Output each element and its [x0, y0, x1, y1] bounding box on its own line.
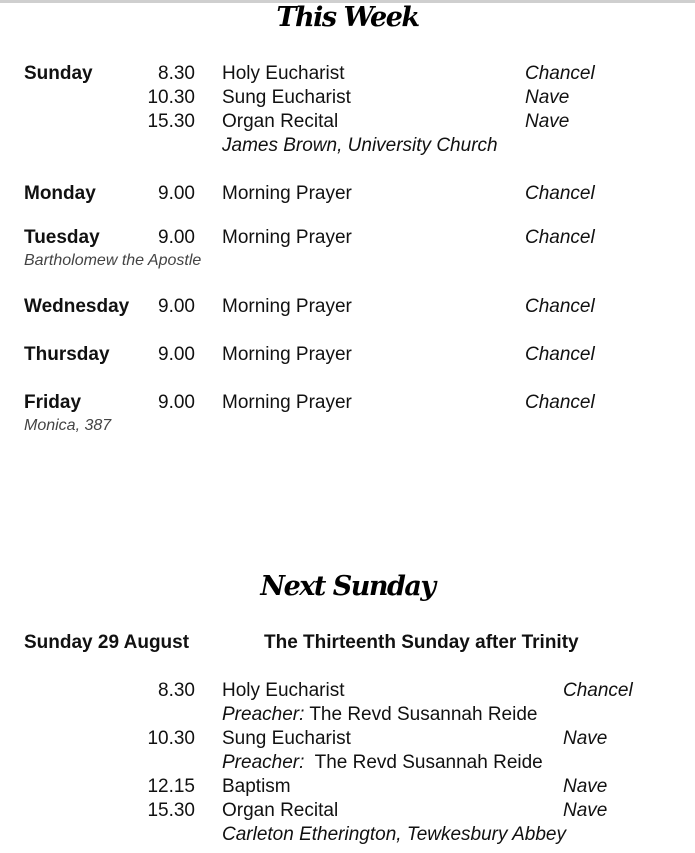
service-time: 9.00 — [158, 227, 195, 248]
this-week-heading: This Week — [276, 2, 419, 33]
service-location: Chancel — [525, 296, 595, 317]
service-name: Organ Recital — [222, 800, 339, 821]
service-name: Morning Prayer — [222, 296, 352, 317]
day-tuesday: Tuesday — [24, 227, 100, 248]
service-location: Nave — [563, 728, 608, 749]
day-friday: Friday — [24, 392, 82, 413]
preacher-label: Preacher: — [222, 704, 305, 725]
service-time: 12.15 — [147, 776, 195, 797]
service-time: 15.30 — [147, 800, 195, 821]
service-location: Nave — [525, 111, 570, 132]
service-time: 8.30 — [158, 680, 195, 701]
service-time: 9.00 — [158, 344, 195, 365]
service-location: Chancel — [525, 183, 595, 204]
service-time: 8.30 — [158, 63, 195, 84]
service-time: 10.30 — [147, 728, 195, 749]
preacher-label: Preacher: — [222, 752, 305, 773]
feast-day: Monica, 387 — [24, 417, 112, 434]
service-time: 9.00 — [158, 392, 195, 413]
next-sunday-date: Sunday 29 August — [24, 632, 190, 653]
preacher-name: The Revd Susannah Reide — [309, 704, 538, 725]
day-wednesday: Wednesday — [24, 296, 130, 317]
service-name: Morning Prayer — [222, 183, 352, 204]
next-sunday-heading: Next Sunday — [260, 571, 435, 602]
service-name: Holy Eucharist — [222, 680, 345, 701]
service-name: Morning Prayer — [222, 344, 352, 365]
day-monday: Monday — [24, 183, 96, 204]
service-name: Sung Eucharist — [222, 87, 351, 108]
preacher-line — [222, 703, 537, 727]
service-name: Sung Eucharist — [222, 728, 351, 749]
recital-performer: James Brown, University Church — [222, 135, 498, 156]
service-location: Chancel — [563, 680, 633, 701]
preacher-line — [222, 751, 543, 775]
service-name: Organ Recital — [222, 111, 339, 132]
service-name: Morning Prayer — [222, 392, 352, 413]
recital-performer: Carleton Etherington, Tewkesbury Abbey — [222, 824, 566, 845]
service-time: 15.30 — [147, 111, 195, 132]
preacher-name: The Revd Susannah Reide — [314, 752, 543, 773]
next-sunday-occasion: The Thirteenth Sunday after Trinity — [264, 632, 579, 653]
service-time: 10.30 — [147, 87, 195, 108]
service-name: Morning Prayer — [222, 227, 352, 248]
service-location: Nave — [563, 800, 608, 821]
day-thursday: Thursday — [24, 344, 110, 365]
service-location: Nave — [525, 87, 570, 108]
service-location: Chancel — [525, 227, 595, 248]
service-location: Chancel — [525, 392, 595, 413]
service-time: 9.00 — [158, 296, 195, 317]
service-location: Nave — [563, 776, 608, 797]
service-name: Holy Eucharist — [222, 63, 345, 84]
service-location: Chancel — [525, 344, 595, 365]
service-time: 9.00 — [158, 183, 195, 204]
feast-day: Bartholomew the Apostle — [24, 252, 202, 269]
service-name: Baptism — [222, 776, 291, 797]
day-sunday: Sunday — [24, 63, 93, 84]
service-location: Chancel — [525, 63, 595, 84]
